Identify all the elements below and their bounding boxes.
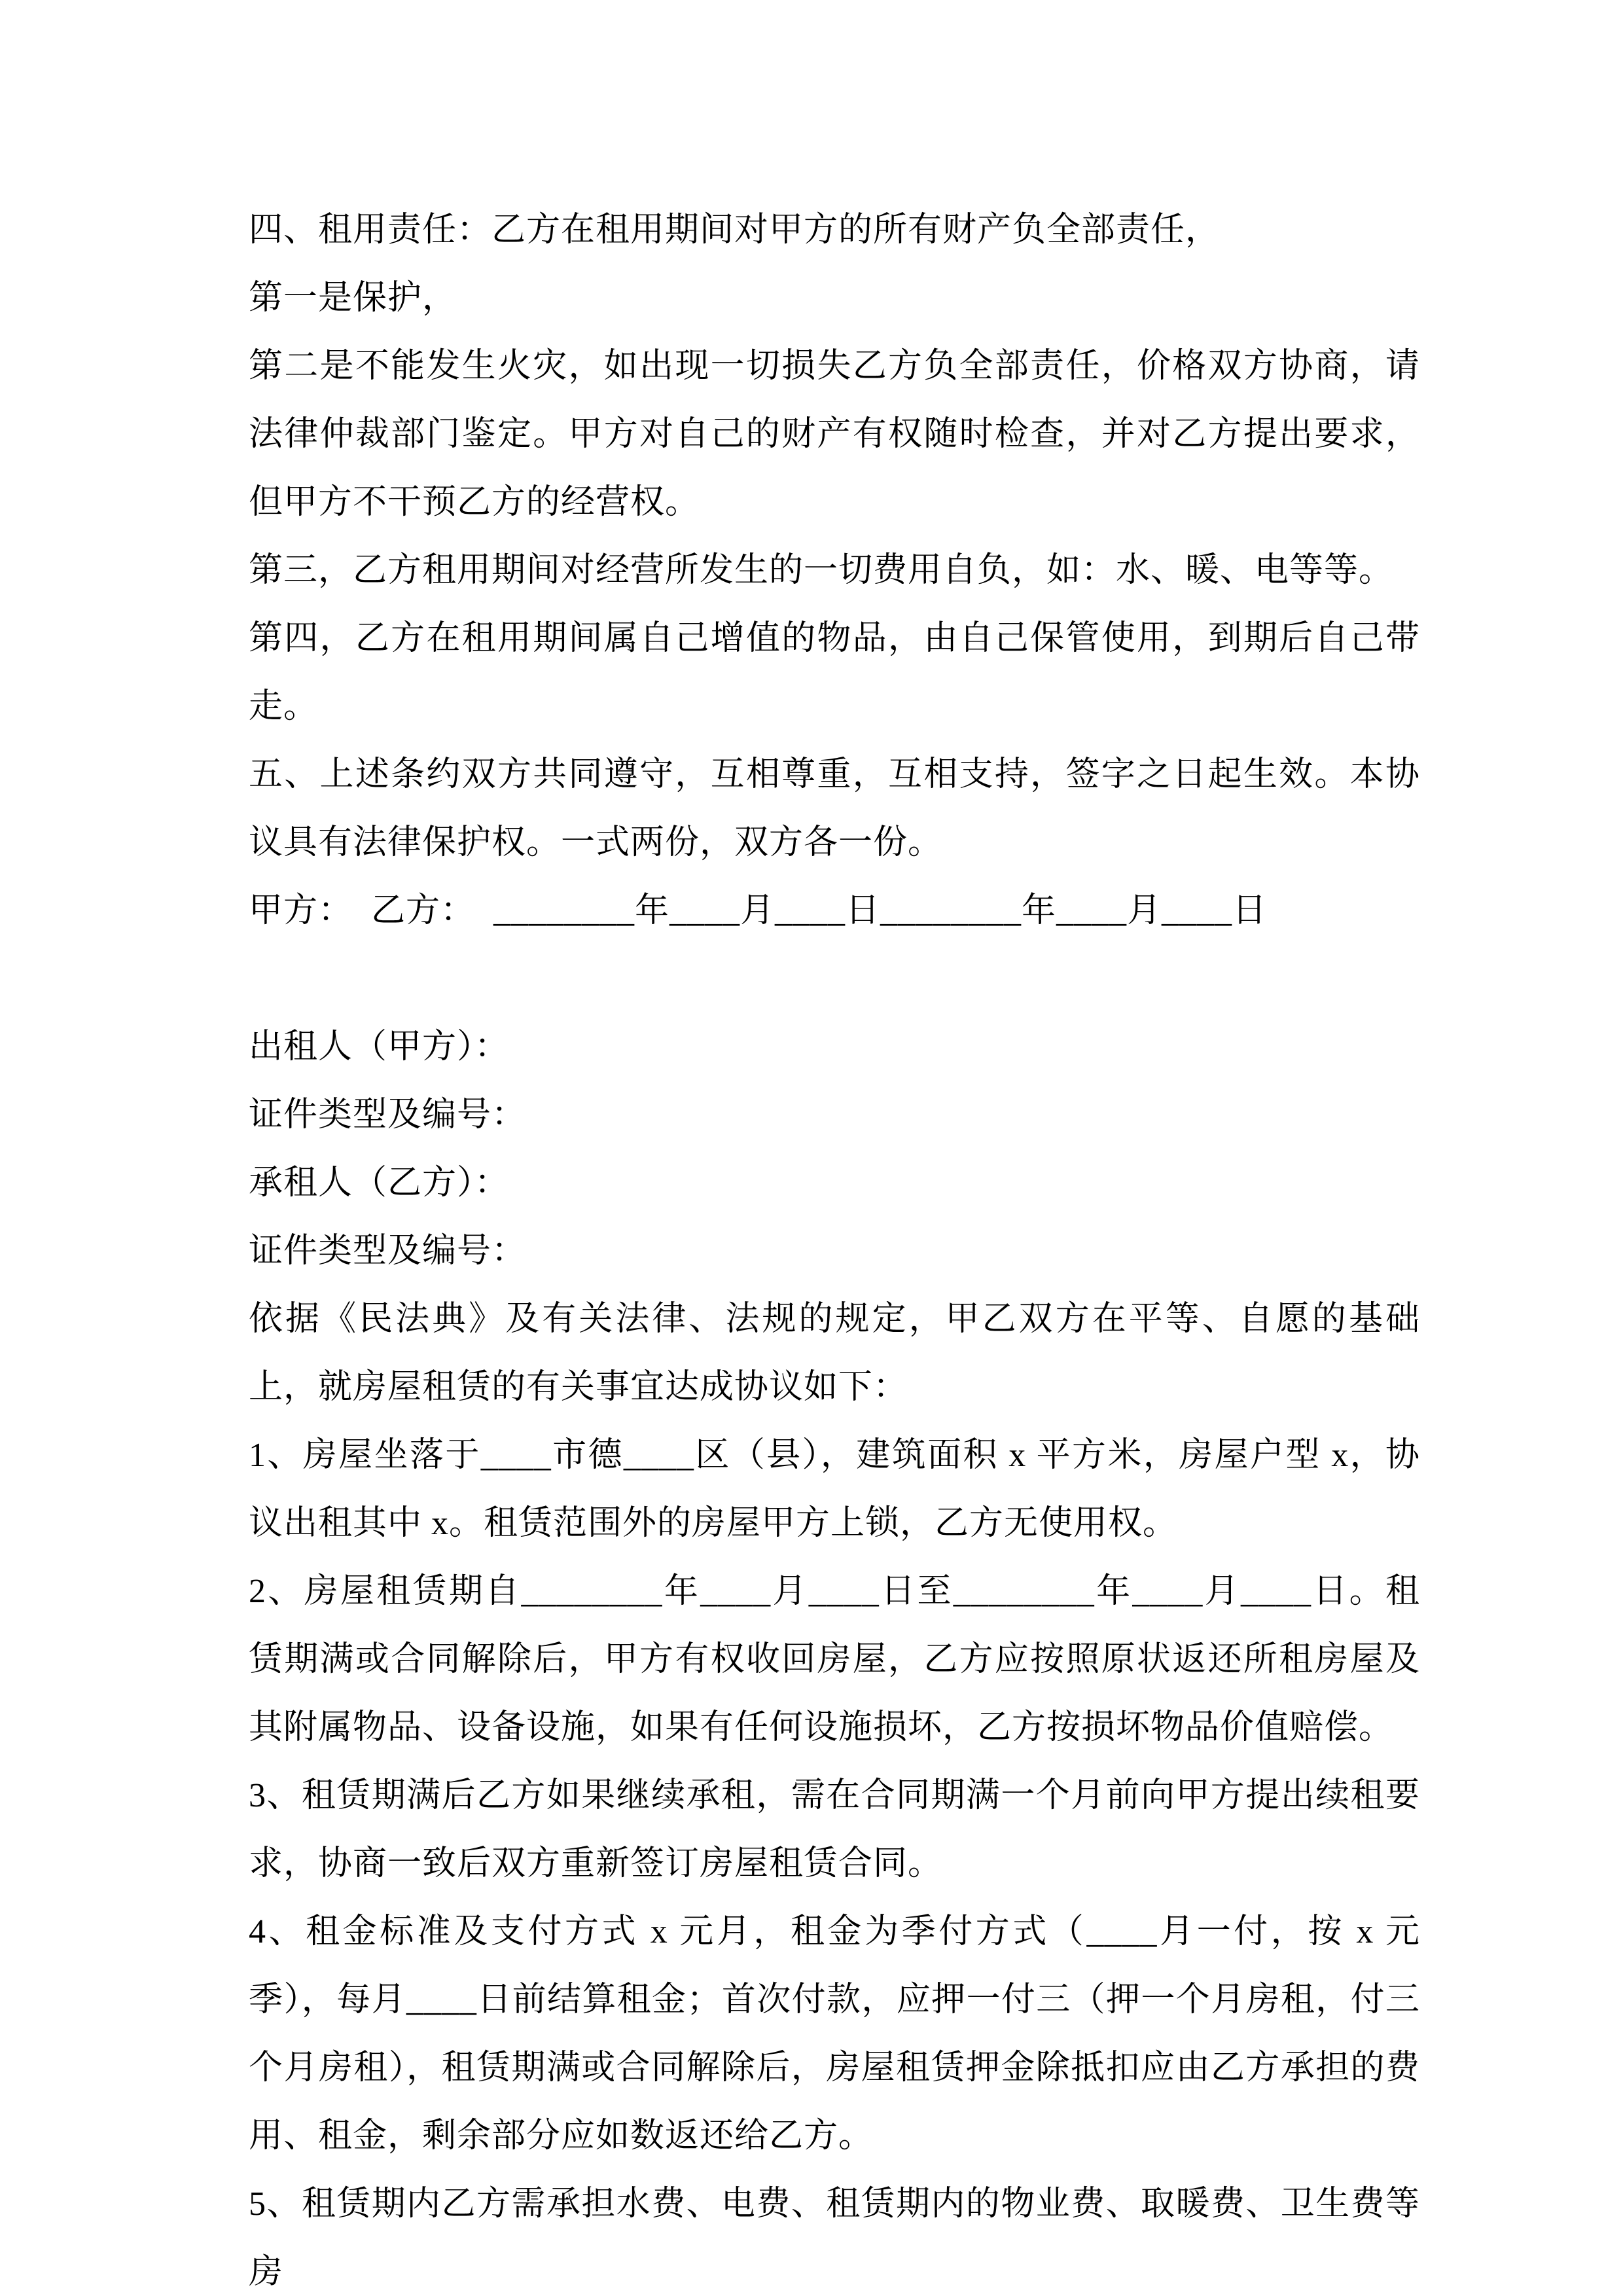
clause-4-rent-payment: 4、租金标准及支付方式 x 元月，租金为季付方式（____月一付，按 x 元季），每月____日前结算租金；首次付款，应押一付三（押一个月房租，付三个月房租），租赁期满或合同解除后，房屋租赁押金除抵扣应由乙方承担的费用、租金，剩余部分应如数返还给乙方。 (249, 1913, 1420, 2155)
lessor-party-a-line: 出租人（甲方）： (249, 1028, 510, 1066)
lessee-id-line: 证件类型及编号： (249, 1232, 527, 1270)
clause-4-item-4: 第四，乙方在租用期间属自己增值的物品，由自己保管使用，到期后自己带走。 (249, 620, 1420, 725)
clause-3-renewal: 3、租赁期满后乙方如果继续承租，需在合同期满一个月前向甲方提出续租要求，协商一致后双方重新签订房屋租赁合同。 (249, 1777, 1420, 1882)
lessee-party-b-line: 承租人（乙方）： (249, 1164, 510, 1202)
clause-5-utility-fees: 5、租赁期内乙方需承担水费、电费、租赁期内的物业费、取暖费、卫生费等房 (249, 2185, 1420, 2291)
clause-2-lease-term: 2、房屋租赁期自________年____月____日至________年____月____日。租赁期满或合同解除后，甲方有权收回房屋，乙方应按照原状返还所租房屋及其附属物品、设备设施，如果有任何设施损坏，乙方按损坏物品价值赔偿。 (249, 1573, 1420, 1746)
lessor-id-line: 证件类型及编号： (249, 1096, 527, 1134)
preamble-civil-code: 依据《民法典》及有关法律、法规的规定，甲乙双方在平等、自愿的基础上，就房屋租赁的有关事宜达成协议如下： (249, 1300, 1420, 1406)
clause-1-house-location: 1、房屋坐落于____市德____区（县），建筑面积 x 平方米，房屋户型 x，协议出租其中 x。租赁范围外的房屋甲方上锁，乙方无使用权。 (249, 1437, 1420, 1542)
clause-5-mutual-agreement: 五、上述条约双方共同遵守，互相尊重，互相支持，签字之日起生效。本协议具有法律保护权。一式两份，双方各一份。 (249, 756, 1420, 861)
clause-4-item-1: 第一是保护， (249, 279, 457, 317)
signature-date-line: 甲方： 乙方： ________年____月____日________年____月____日 (249, 892, 1268, 929)
clause-4-item-3: 第三，乙方租用期间对经营所发生的一切费用自负，如：水、暖、电等等。 (249, 552, 1394, 589)
clause-4-item-2: 第二是不能发生火灾，如出现一切损失乙方负全部责任，价格双方协商，请法律仲裁部门鉴定。甲方对自己的财产有权随时检查，并对乙方提出要求，但甲方不干预乙方的经营权。 (249, 348, 1420, 521)
clause-4-rental-responsibility: 四、租用责任：乙方在租用期间对甲方的所有财产负全部责任， (249, 211, 1221, 249)
contract-text-body (249, 196, 1420, 2296)
